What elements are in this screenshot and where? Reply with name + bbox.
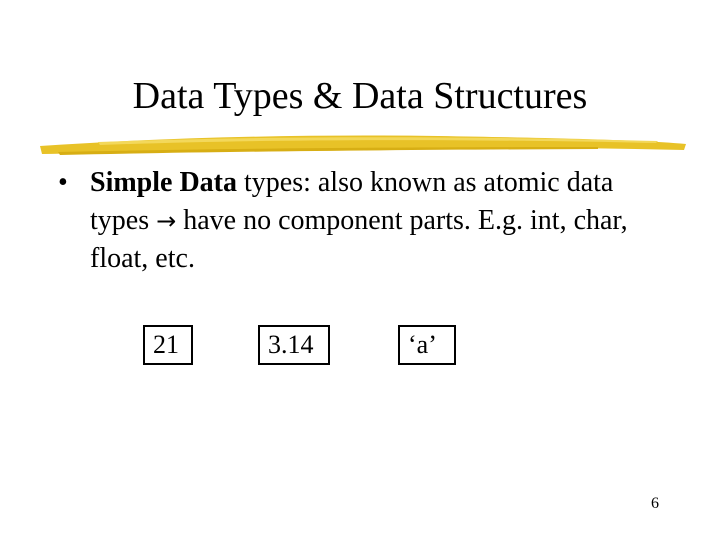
title-underline-stroke xyxy=(38,128,688,162)
bullet-text xyxy=(90,164,675,278)
page-number: 6 xyxy=(651,495,659,512)
example-box-float: 3.14 xyxy=(258,325,330,365)
slide-title: Data Types & Data Structures xyxy=(132,75,588,117)
bullet-marker: • xyxy=(58,167,68,198)
bullet-text-part-2: have no component parts. E.g. int, char, float, etc. xyxy=(90,205,628,274)
bullet-text-part-1: types: also known as atomic data types xyxy=(90,167,614,236)
bullet-term: Simple Data xyxy=(90,167,237,198)
right-arrow-icon: → xyxy=(156,207,177,235)
example-box-int: 21 xyxy=(143,325,193,365)
example-box-char: ‘a’ xyxy=(398,325,456,365)
